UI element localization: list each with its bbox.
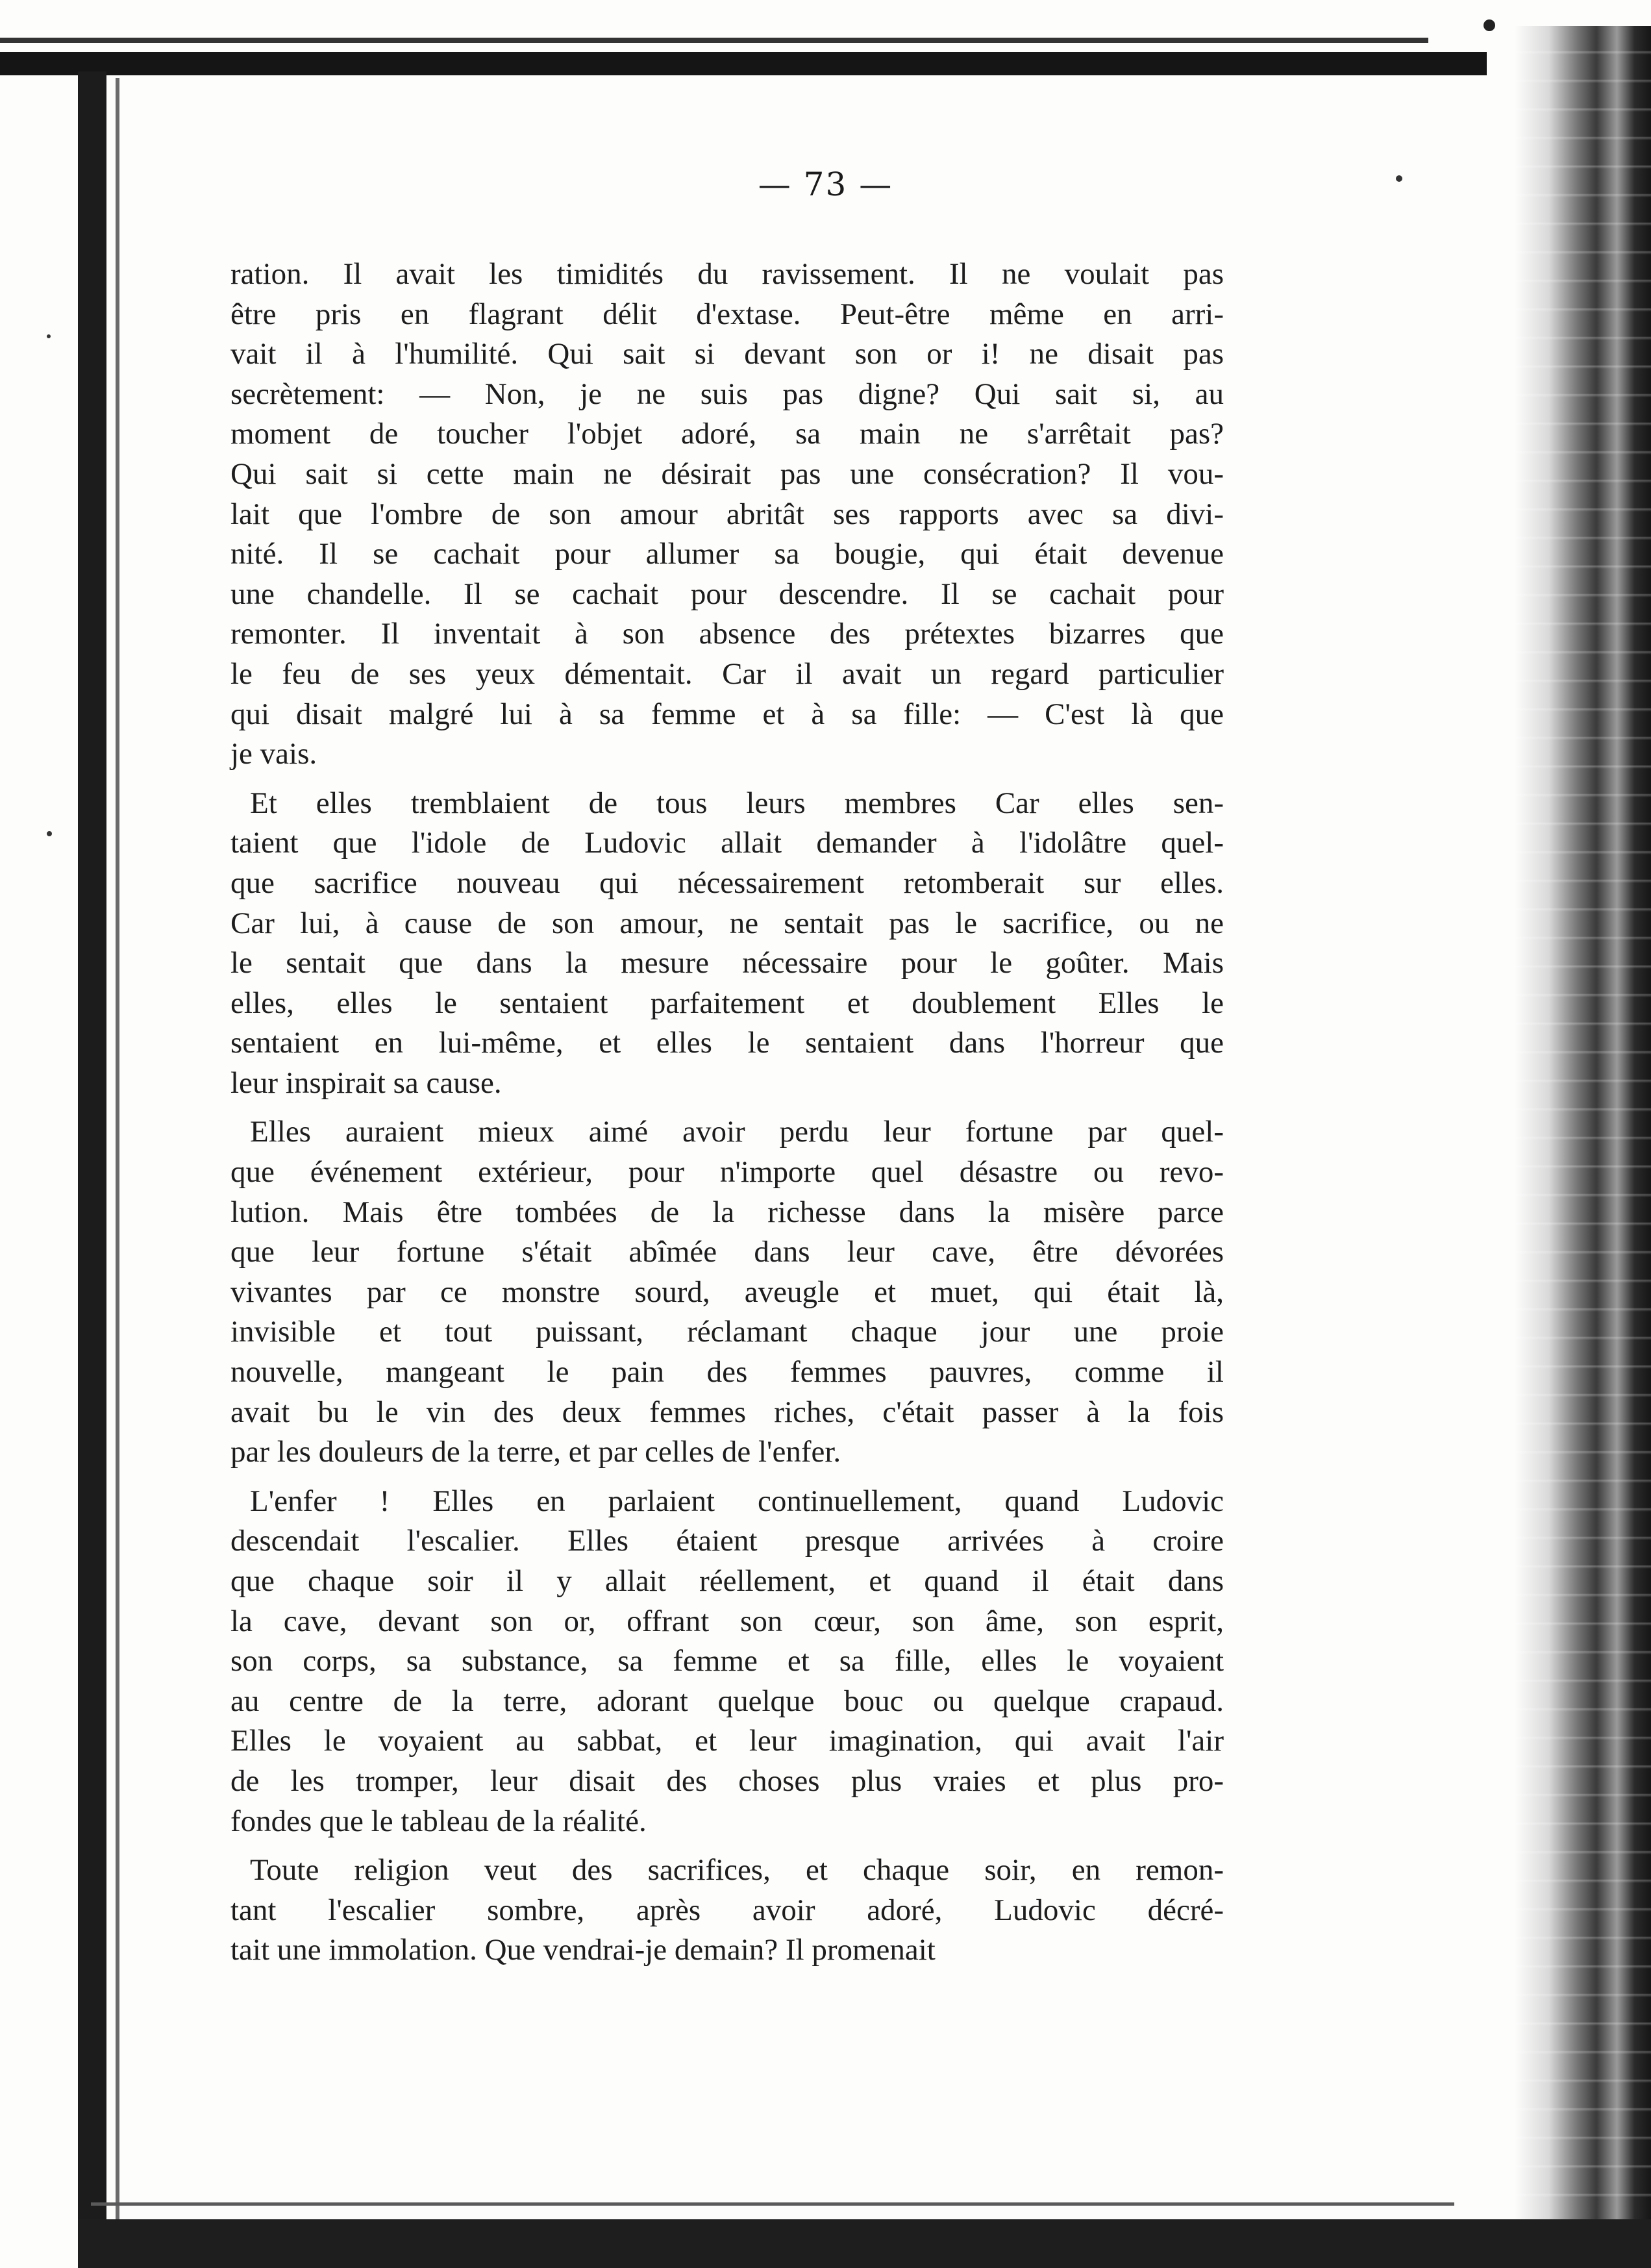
paragraph [230,1482,1224,1841]
text-line: moment de toucher l'objet adoré, sa main ne s'arrêtait pas? [230,417,1224,451]
speck-mark [47,831,52,836]
text-line: L'enfer ! Elles en parlaient continuellement, quand Ludovic [250,1484,1224,1518]
text-line: lait que l'ombre de son amour abritât ses rapports avec sa divi- [230,497,1224,531]
text-line: que sacrifice nouveau qui nécessairement retomberait sur elles. [230,866,1224,900]
text-line: vivantes par ce monstre sourd, aveugle et muet, qui était là, [230,1275,1224,1309]
body-text [230,255,1224,1980]
text-line: Qui sait si cette main ne désirait pas une consécration? Il vou- [230,456,1224,491]
text-line: fondes que le tableau de la réalité. [230,1804,647,1838]
text-line: de les tromper, leur disait des choses plus vraies et plus pro- [230,1763,1224,1798]
text-line: par les douleurs de la terre, et par celles de l'enfer. [230,1435,841,1469]
text-line: nouvelle, mangeant le pain des femmes pauvres, comme il [230,1355,1224,1389]
text-line: tait une immolation. Que vendrai-je demain? Il promenait [230,1933,936,1967]
scan-border-bottom [78,2219,1651,2268]
text-line: la cave, devant son or, offrant son cœur, son âme, son esprit, [230,1604,1224,1638]
paragraph [230,1112,1224,1472]
text-line: au centre de la terre, adorant quelque bouc ou quelque crapaud. [230,1684,1224,1718]
text-line: lution. Mais être tombées de la richesse dans la misère parce [230,1195,1224,1229]
text-line: vait il à l'humilité. Qui sait si devant son or i! ne disait pas [230,337,1224,371]
text-line: être pris en flagrant délit d'extase. Peut-être même en arri- [230,297,1224,331]
text-line: invisible et tout puissant, réclamant chaque jour une proie [230,1315,1224,1349]
text-line: secrètement: — Non, je ne suis pas digne? Qui sait si, au [230,377,1224,411]
text-line: sentaient en lui-même, et elles le sentaient dans l'horreur que [230,1026,1224,1060]
text-line: Toute religion veut des sacrifices, et chaque soir, en remon- [250,1853,1224,1888]
text-line: je vais. [230,737,317,771]
text-line: le sentait que dans la mesure nécessaire pour le goûter. Mais [230,946,1224,980]
scan-border-right-streaks [1515,26,1651,2260]
text-line: elles, elles le sentaient parfaitement et doublement Elles le [230,986,1224,1020]
text-line: que leur fortune s'était abîmée dans leur cave, être dévorées [230,1235,1224,1269]
scan-border-left [78,71,106,2268]
text-line: Elles auraient mieux aimé avoir perdu leur fortune par quel- [250,1115,1224,1149]
text-line: nité. Il se cachait pour allumer sa bougie, qui était devenue [230,537,1224,571]
text-line: avait bu le vin des deux femmes riches, c'était passer à la fois [230,1395,1224,1429]
text-line: le feu de ses yeux démentait. Car il avait un regard particulier [230,656,1224,691]
text-line: leur inspirait sa cause. [230,1065,502,1100]
text-line: que événement extérieur, pour n'importe quel désastre ou revo- [230,1155,1224,1190]
text-line: descendait l'escalier. Elles étaient presque arrivées à croire [230,1524,1224,1558]
text-line: Et elles tremblaient de tous leurs membres Car elles sen- [250,786,1224,820]
text-line: son corps, sa substance, sa femme et sa fille, elles le voyaient [230,1644,1224,1678]
paragraph [230,784,1224,1104]
text-line: une chandelle. Il se cachait pour descendre. Il se cachait pour [230,577,1224,611]
text-line: que chaque soir il y allait réellement, et quand il était dans [230,1564,1224,1598]
paragraph [230,255,1224,775]
text-line: tant l'escalier sombre, après avoir adoré, Ludovic décré- [230,1893,1224,1927]
corner-mark-icon [1483,19,1495,31]
scan-border-top-thin [0,38,1428,43]
scan-border-bottom-line [91,2202,1454,2206]
scan-border-top [0,52,1487,75]
page-number: — 73 — [758,166,893,203]
text-line: taient que l'idole de Ludovic allait demander à l'idolâtre quel- [230,826,1224,860]
text-line: ration. Il avait les timidités du ravissement. Il ne voulait pas [230,257,1224,291]
speck-mark [47,334,51,338]
text-line: remonter. Il inventait à son absence des prétextes bizarres que [230,617,1224,651]
paragraph [230,1851,1224,1971]
text-line: Elles le voyaient au sabbat, et leur imagination, qui avait l'air [230,1724,1224,1758]
scan-border-left-edge [116,78,119,2268]
text-line: qui disait malgré lui à sa femme et à sa fille: — C'est là que [230,697,1224,731]
text-line: Car lui, à cause de son amour, ne sentait pas le sacrifice, ou ne [230,906,1224,940]
